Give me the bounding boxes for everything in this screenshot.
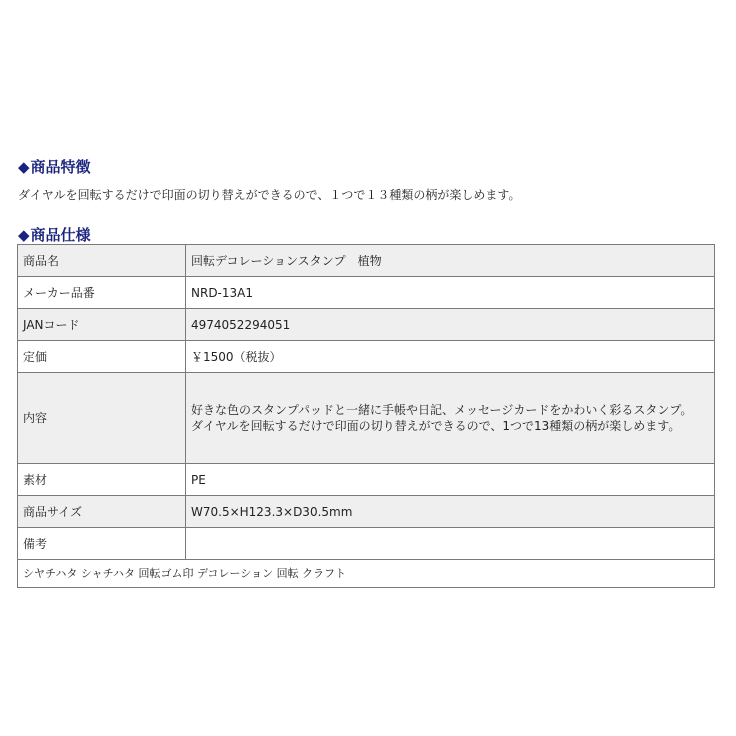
spec-value-material: PE: [186, 464, 715, 496]
table-row: [18, 373, 715, 464]
spec-label-list-price: 定価: [18, 341, 186, 373]
spec-table: [17, 244, 715, 588]
contents-line-2: ダイヤルを回転するだけで印面の切り替えができるので、1つで13種類の柄が楽しめます。: [191, 419, 681, 433]
table-row: [18, 245, 715, 277]
spec-value-product-name: 回転デコレーションスタンプ 植物: [186, 245, 715, 277]
feature-heading-text: 商品特徴: [30, 158, 91, 176]
footer-keywords: シヤチハタ シャチハタ 回転ゴム印 デコレーション 回転 クラフト: [18, 560, 715, 588]
spec-label-product-name: 商品名: [18, 245, 186, 277]
spec-value-list-price: ￥1500（税抜）: [186, 341, 715, 373]
table-row: [18, 341, 715, 373]
table-row: [18, 464, 715, 496]
feature-section-heading: [18, 158, 91, 176]
spec-label-contents: 内容: [18, 373, 186, 464]
table-row: [18, 528, 715, 560]
spec-value-remarks: [186, 528, 715, 560]
table-row: [18, 309, 715, 341]
spec-value-jan-code: 4974052294051: [186, 309, 715, 341]
spec-label-product-size: 商品サイズ: [18, 496, 186, 528]
table-row: [18, 560, 715, 588]
diamond-bullet-icon: ◆: [18, 158, 30, 176]
contents-line-1: 好きな色のスタンプパッドと一緒に手帳や日記、メッセージカードをかわいく彩るスタンプ。: [191, 403, 693, 417]
spec-label-material: 素材: [18, 464, 186, 496]
diamond-bullet-icon: ◆: [18, 226, 30, 244]
spec-section-heading: [18, 226, 91, 244]
spec-label-remarks: 備考: [18, 528, 186, 560]
spec-heading-text: 商品仕様: [30, 226, 91, 244]
table-row: [18, 496, 715, 528]
spec-label-maker-code: メーカー品番: [18, 277, 186, 309]
spec-value-product-size: W70.5×H123.3×D30.5mm: [186, 496, 715, 528]
spec-label-jan-code: JANコード: [18, 309, 186, 341]
spec-value-contents: [186, 373, 715, 464]
table-row: [18, 277, 715, 309]
feature-description: ダイヤルを回転するだけで印面の切り替えができるので、１つで１３種類の柄が楽しめます。: [18, 188, 521, 202]
spec-value-maker-code: NRD-13A1: [186, 277, 715, 309]
